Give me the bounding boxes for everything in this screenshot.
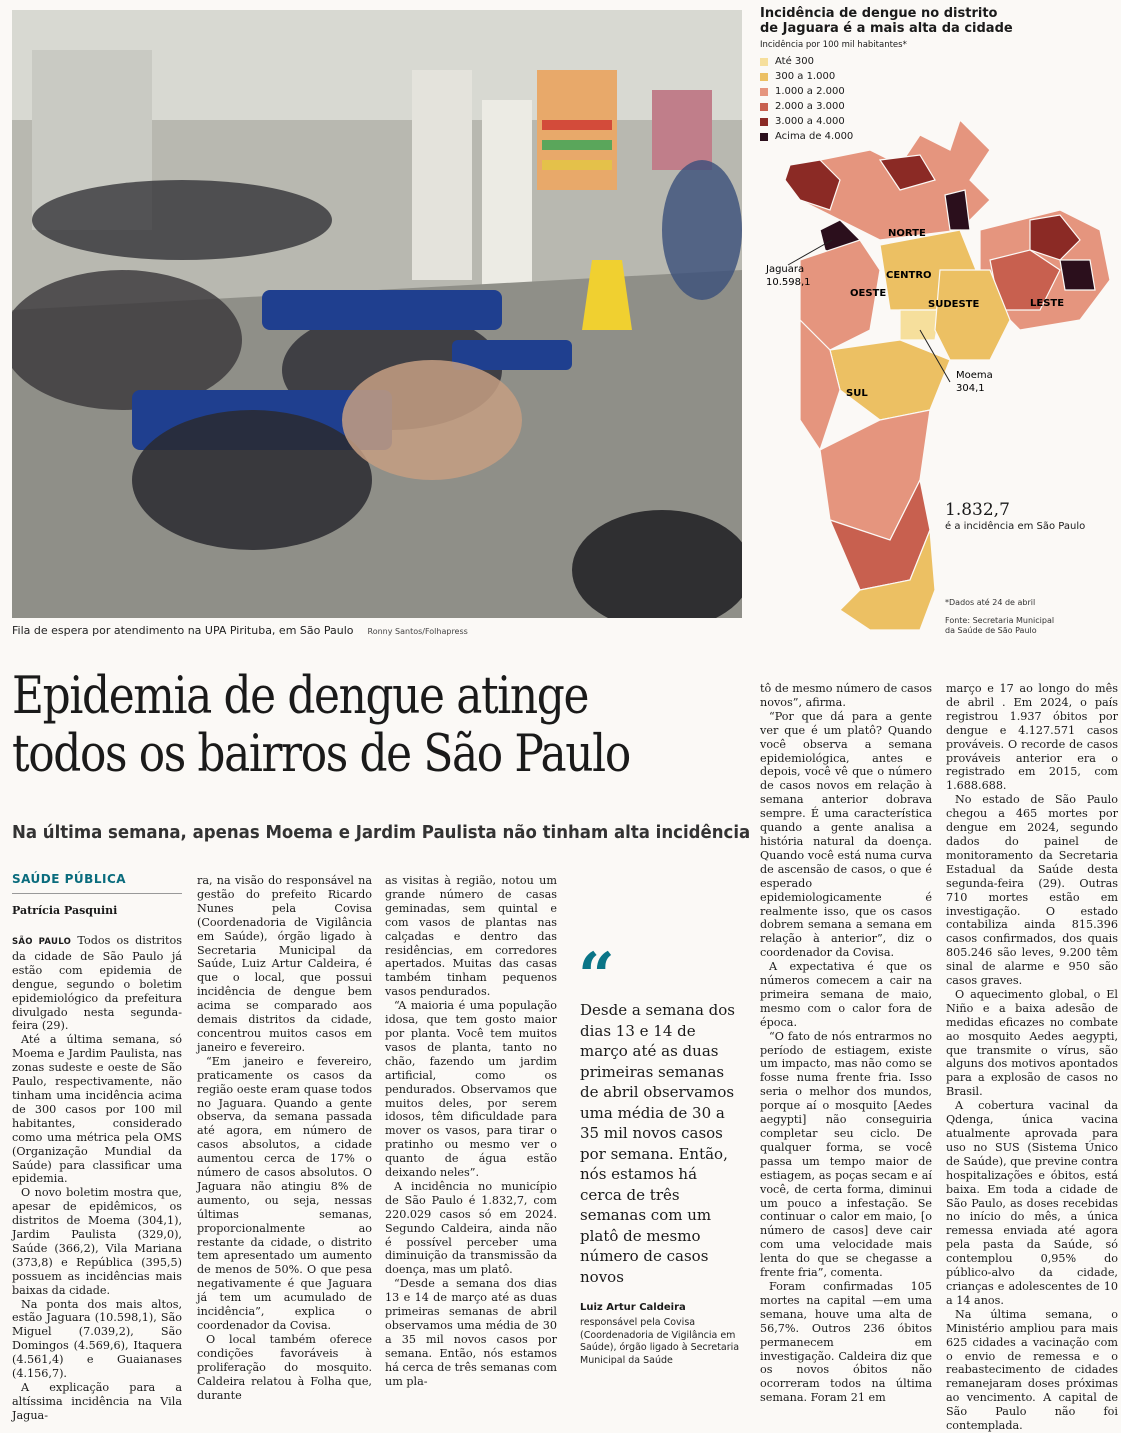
paragraph: O aquecimento global, o El Niño e a baixa adesão de medidas eficazes no combate ao mosquito Aedes aegypti, que transmite o vírus, são alguns dos motivos apontados para a explosão de casos no Brasil. xyxy=(946,987,1118,1099)
photo-credit: Ronny Santos/Folhapress xyxy=(367,627,468,636)
paragraph: Foram confirmadas 105 mortes na capital —em uma semana, houve uma alta de 56,7%. Outros 236 óbitos permanecem em investigação. Caldeira diz que os novos óbitos não ocorreram todos na última semana. Foram 21 em xyxy=(760,1279,932,1405)
map-source-line1: Fonte: Secretaria Municipal xyxy=(945,616,1055,625)
paragraph: No estado de São Paulo chegou a 465 mortes por dengue em 2024, segundo dados do painel de monitoramento da Secretaria Estadual da Saúde desta segunda-feira (29). Outras 710 mortes estão em investigação. O estado contabiliza ainda 815.396 casos confirmados, dos quais 805.246 são leves, 9.200 têm sinal de alarme e 950 são casos graves. xyxy=(946,793,1118,988)
legend-swatch xyxy=(760,88,768,96)
headline-line2: todos os bairros de São Paulo xyxy=(12,725,630,784)
jaguara-label: Jaguara xyxy=(766,264,805,275)
quote-author: Luiz Artur Caldeira xyxy=(580,1302,686,1313)
paragraph xyxy=(12,934,182,1033)
legend-swatch xyxy=(760,103,768,111)
district-region-south xyxy=(830,340,950,420)
article-column-2 xyxy=(197,874,372,1402)
dateline: SÃO PAULO xyxy=(12,937,72,947)
moema-label: Moema xyxy=(956,370,993,381)
paragraph: A expectativa é que os números comecem a cair na primeira semana de maio, mesmo com o calor fora de época. xyxy=(760,960,932,1029)
region-label-sul: SUL xyxy=(846,388,868,399)
byline: Patrícia Pasquini xyxy=(12,904,118,917)
map-subtitle: Incidência por 100 mil habitantes* xyxy=(760,40,907,50)
headline-line1: Epidemia de dengue atinge xyxy=(12,667,589,726)
section-divider xyxy=(12,893,182,894)
region-label-sudeste: SUDESTE xyxy=(928,299,980,310)
legend-label: 2.000 a 3.000 xyxy=(775,101,845,112)
jaguara-value: 10.598,1 xyxy=(766,277,811,288)
waiting-room-photo xyxy=(12,10,742,618)
paragraph-text: Todos os distritos da cidade de São Paulo já estão com epidemia de dengue, segundo o boletim epidemiológico da prefeitura divulgado nesta segunda-feira (29). xyxy=(12,934,183,1033)
legend-item xyxy=(760,99,853,114)
paragraph: Até a última semana, só Moema e Jardim Paulista, nas zonas sudeste e oeste de São Paulo, respectivamente, não tinham uma incidência acima de 300 casos por 100 mil habitantes, considerado como uma métrica pela OMS (Organização Mundial da Saúde) para classificar uma epidemia. xyxy=(12,1033,182,1186)
legend-swatch xyxy=(760,73,768,81)
district-moema xyxy=(900,310,940,340)
paragraph: O local também oferece condições favoráveis à proliferação do mosquito. Caldeira relatou à Folha que, durante xyxy=(197,1332,372,1402)
city-incidence-label: é a incidência em São Paulo xyxy=(945,521,1086,532)
sao-paulo-district-map xyxy=(760,120,1120,640)
paragraph: “Por que dá para a gente ver que é um platô? Quando você observa a semana epidemiológica, antes e depois, você vê que o número de casos novos em relação à semana anterior dobrava sempre. É uma característica quando a gente analisa a história natural da doença. Quando você está numa curva de ascensão de casos, o que é esperado epidemiologicamente é realmente isso, que os casos dobrem semana a semana em relação à anterior”, diz o coordenador da Covisa. xyxy=(760,709,932,960)
legend-item xyxy=(760,54,853,69)
article-column-1 xyxy=(12,934,182,1423)
map-source xyxy=(945,616,1095,636)
paragraph: A cobertura vacinal da Qdenga, única vacina atualmente aprovada para uso no SUS (Sistema Único de Saúde), que previne contra hospitalizações e óbitos, está baixa. Em toda a cidade de São Paulo, as doses recebidas no início do mês, a única remessa enviada até agora pela pasta da Saúde, só contemplou 0,95% do público-alvo da cidade, crianças e adolescentes de 10 a 14 anos. xyxy=(946,1099,1118,1307)
paragraph: as visitas à região, notou um grande número de casas geminadas, sem quintal e com vasos de plantas nas calçadas e dentro das residências, em corredores apertados. Muitas das casas também tinham pequenos vasos pendurados. xyxy=(385,874,557,999)
region-label-oeste: OESTE xyxy=(850,288,887,299)
article-column-5 xyxy=(946,682,1118,1433)
article-column-3 xyxy=(385,874,557,1389)
legend-item xyxy=(760,69,853,84)
paragraph: O novo boletim mostra que, apesar de epidêmicos, os distritos de Moema (304,1), Jardim Paulista (329,0), Saúde (366,2), Vila Mariana (373,8) e República (395,5) possuem as incidências mais baixas da cidade. xyxy=(12,1186,182,1297)
legend-label: Até 300 xyxy=(775,56,815,67)
map-title-line2: de Jaguara é a mais alta da cidade xyxy=(760,21,1013,36)
region-label-centro: CENTRO xyxy=(886,270,932,281)
paragraph: “Desde a semana dos dias 13 e 14 de março até as duas primeiras semanas de abril observamos uma média de 30 a 35 mil novos casos por semana. Então, nós estamos há cerca de três semanas com um pla- xyxy=(385,1277,557,1388)
moema-value: 304,1 xyxy=(956,383,985,394)
subheadline: Na última semana, apenas Moema e Jardim Paulista não tinham alta incidência xyxy=(12,822,751,843)
caption-text: Fila de espera por atendimento na UPA Pirituba, em São Paulo xyxy=(12,624,354,637)
paragraph: tô de mesmo número de casos novos”, afirma. xyxy=(760,682,932,709)
region-label-norte: NORTE xyxy=(888,228,926,239)
paragraph: “O fato de nós entrarmos no período de estiagem, existe um impacto, mas não como se fosse numa frente fria. Isso seria o melhor dos mundos, porque aí o mosquito [Aedes aegypti] não conseguiria completar seu ciclo. De qualquer forma, se você passa um tempo maior de estiagem, as poças secam e aí você, de certa forma, diminui um pouco a infestação. Se continuar o calor em maio, [o número de casos] deve cair com uma velocidade mais lenta do que se chegasse a frente fria”, comenta. xyxy=(760,1029,932,1280)
district-north-east-dark xyxy=(945,190,970,230)
quote-author-role: responsável pela Covisa (Coordenadoria de Vigilância em Saúde), órgão ligado à Secretaria Municipal da Saúde xyxy=(580,1317,740,1366)
data-note: *Dados até 24 de abril xyxy=(945,598,1036,607)
paragraph: A explicação para a altíssima incidência na Vila Jagua- xyxy=(12,1381,182,1422)
quote-mark-icon: “ xyxy=(578,939,615,1014)
legend-label: 3.000 a 4.000 xyxy=(775,116,845,127)
paragraph: Na última semana, o Ministério ampliou para mais 625 cidades a vacinação com o envio de remessa e o reabastecimento de cidades remanejaram doses próximas ao vencimento. A capital de São Paulo não foi contemplada. xyxy=(946,1307,1118,1433)
legend-item xyxy=(760,84,853,99)
region-label-leste: LESTE xyxy=(1030,298,1065,309)
paragraph: Na ponta dos mais altos, estão Jaguara (10.598,1), São Miguel (7.039,2), São Domingos (4.569,6), Itaquera (4.561,4) e Guaianases (4.156,7). xyxy=(12,1297,182,1381)
map-title xyxy=(760,6,1110,36)
section-label: SAÚDE PÚBLICA xyxy=(12,872,127,886)
legend-label: 1.000 a 2.000 xyxy=(775,86,845,97)
photo-caption xyxy=(12,624,742,637)
article-column-4 xyxy=(760,682,932,1405)
paragraph: ra, na visão do responsável na gestão do prefeito Ricardo Nunes pela Covisa (Coordenadoria de Vigilância em Saúde), órgão ligado à Secretaria Municipal da Saúde, Luiz Artur Caldeira, é que o local, que possui incidência de dengue bem acima se comparado aos demais distritos da cidade, concentrou muitos casos em janeiro e fevereiro. xyxy=(197,874,372,1054)
paragraph: março e 17 ao longo do mês de abril . Em 2024, o país registrou 1.937 óbitos por dengue e 4.127.571 casos prováveis. O recorde de casos prováveis anterior era o registrado em 2015, com 1.688.688. xyxy=(946,682,1118,793)
map-source-line2: da Saúde de São Paulo xyxy=(945,626,1037,635)
legend-label: 300 a 1.000 xyxy=(775,71,836,82)
legend-swatch xyxy=(760,58,768,66)
paragraph: A incidência no município de São Paulo é 1.832,7, com 220.029 casos só em 2024. Segundo Caldeira, ainda não é possível perceber uma diminuição da transmissão da doença, mas um platô. xyxy=(385,1179,557,1277)
headline xyxy=(12,668,648,784)
district-east-darkest xyxy=(1060,260,1095,290)
map-title-line1: Incidência de dengue no distrito xyxy=(760,6,998,21)
city-incidence-value: 1.832,7 xyxy=(945,500,1010,520)
legend-label: Acima de 4.000 xyxy=(775,131,854,142)
paragraph: “Em janeiro e fevereiro, praticamente os casos da região oeste eram quase todos no Jaguara. Quando a gente observa, da semana passada até agora, em número de casos absolutos, a cidade aumentou cerca de 17% o número de casos absolutos. O Jaguara não atingiu 8% de aumento, ou seja, nessas últimas semanas, proporcionalmente ao restante da cidade, o distrito tem apresentado um aumento de menos de 50%. O que pesa negativamente é que Jaguara já tem um acumulado de incidência”, explica o coordenador da Covisa. xyxy=(197,1054,372,1332)
paragraph: “A maioria é uma população idosa, que tem gosto maior por planta. Você tem muitos vasos de planta, tanto no chão, fazendo um jardim artificial, como os pendurados. Observamos que muitos deles, por serem idosos, têm dificuldade para mover os vasos, para tirar o pratinho ou mesmo ver o quanto de água estão deixando neles”. xyxy=(385,999,557,1180)
pull-quote: Desde a semana dos dias 13 e 14 de março até as duas primeiras semanas de abril observamos uma média de 30 a 35 mil novos casos por semana. Então, nós estamos há cerca de três semanas com um platô de mesmo número de casos novos xyxy=(580,1001,736,1286)
